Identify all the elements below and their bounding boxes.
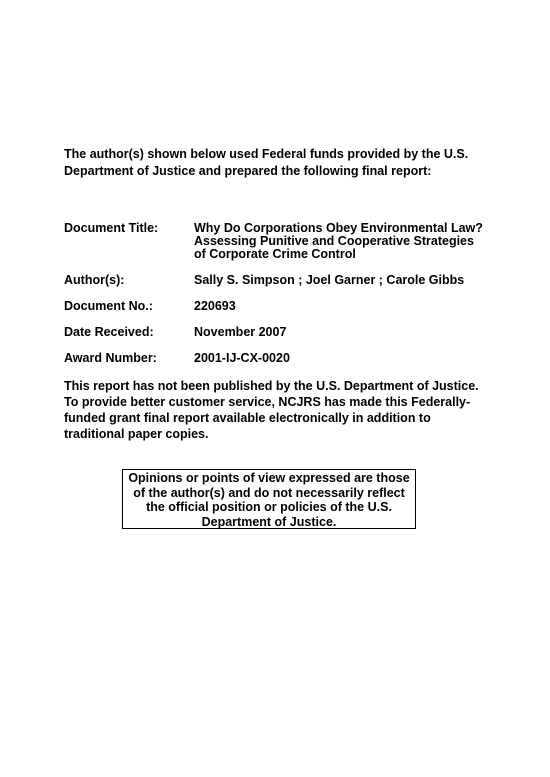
disclaimer-line: Opinions or points of view expressed are those — [128, 471, 410, 485]
intro-line: Department of Justice and prepared the following final report: — [64, 164, 432, 178]
document-title-line: Why Do Corporations Obey Environmental Law? — [194, 221, 483, 235]
note-line: This report has not been published by the U.S. Department of Justice. — [64, 379, 479, 393]
document-title-line: Assessing Punitive and Cooperative Strategies — [194, 234, 474, 248]
intro-statement — [64, 146, 494, 180]
document-number-row — [64, 300, 504, 313]
document-metadata — [64, 222, 504, 365]
document-title-line: of Corporate Crime Control — [194, 247, 356, 261]
intro-line: The author(s) shown below used Federal funds provided by the U.S. — [64, 147, 469, 161]
disclaimer-line: of the author(s) and do not necessarily reflect — [133, 485, 405, 500]
authors-value: Sally S. Simpson ; Joel Garner ; Carole Gibbs — [194, 273, 465, 287]
award-number-row — [64, 352, 504, 365]
document-title-value — [194, 222, 504, 261]
disclaimer-line: Department of Justice. — [201, 514, 337, 529]
note-line: To provide better customer service, NCJRS has made this Federally- — [64, 395, 471, 409]
award-number-label: Award Number: — [64, 351, 157, 365]
disclaimer-line: the official position or policies of the U.S. — [146, 500, 392, 514]
document-number-label: Document No.: — [64, 299, 153, 313]
authors-label: Author(s): — [64, 273, 125, 287]
note-line: funded grant final report available electronically in addition to — [64, 411, 431, 425]
document-title-label: Document Title: — [64, 221, 159, 235]
disclaimer-box — [122, 469, 416, 529]
document-title-row — [64, 222, 504, 261]
date-received-row — [64, 326, 504, 339]
date-received-value: November 2007 — [194, 325, 287, 339]
date-received-label: Date Received: — [64, 325, 154, 339]
publication-note — [64, 378, 494, 442]
award-number-value: 2001-IJ-CX-0020 — [194, 351, 290, 365]
authors-row — [64, 274, 504, 287]
document-number-value: 220693 — [194, 299, 236, 313]
note-line: traditional paper copies. — [64, 427, 209, 441]
